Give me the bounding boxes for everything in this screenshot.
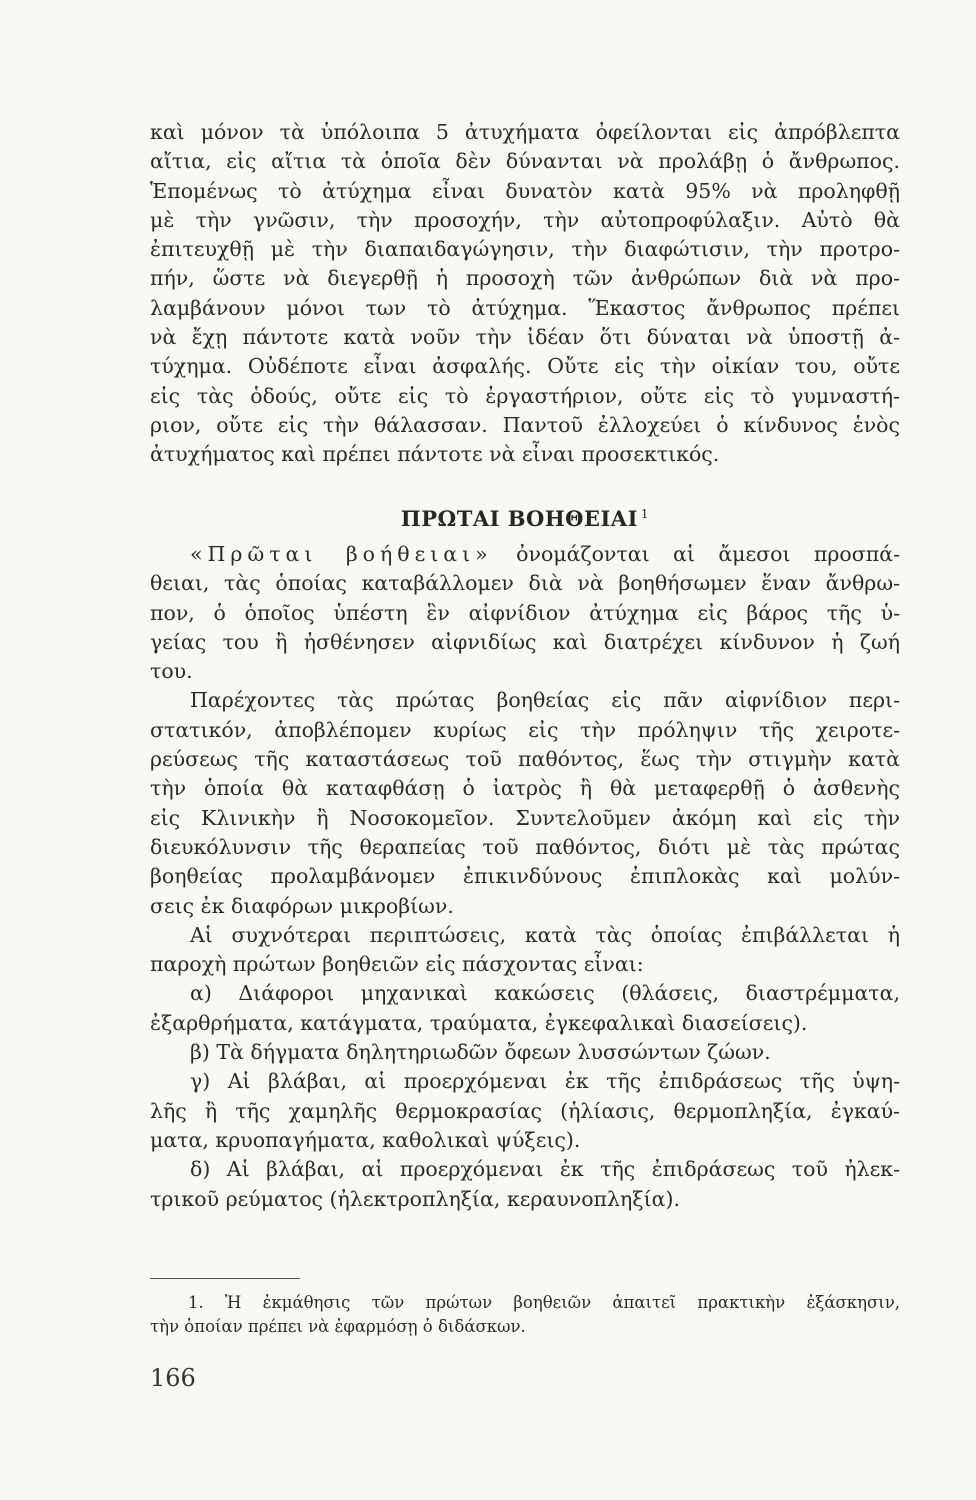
text-line: Αἱ συχνότεραι περιπτώσεις, κατὰ τὰς ὁποίας ἐπιβάλλεται ἡ [190,922,900,947]
text-line: στατικόν, ἀποβλέπομεν κυρίως εἰς τὴν πρόληψιν τῆς χειροτε- [150,717,900,742]
text-line: διευκόλυνσιν τῆς θεραπείας τοῦ παθόντος, διότι μὲ τὰς πρώτας [150,834,900,859]
text-line: ριον, οὔτε εἰς τὴν θάλασσαν. Παντοῦ ἐλλοχεύει ὁ κίνδυνος ἑνὸς [150,412,900,437]
list-item-d-cont: τρικοῦ ρεύματος (ἠλεκτροπληξία, κεραυνοπληξία). [150,1186,680,1211]
text-line: λαμβάνουν μόνοι των τὸ ἀτύχημα. Ἕκαστος ἄνθρωπος πρέπει [150,295,900,320]
text-line: γείας του ἢ ἠσθένησεν αἰφνιδίως καὶ διατρέχει κίνδυνον ἡ ζωή [150,629,900,654]
text-line: ἀτυχήματος καὶ πρέπει πάντοτε νὰ εἶναι προσεκτικός. [150,442,720,467]
list-item-d: δ) Αἱ βλάβαι, αἱ προερχόμεναι ἐκ τῆς ἐπιδράσεως τοῦ ἠλεκ- [190,1157,900,1182]
list-item-a-cont: ἐξαρθρήματα, κατάγματα, τραύματα, ἐγκεφαλικαὶ διασείσεις). [150,1010,808,1035]
text-line: βοηθείας προλαμβάνομεν ἐπικινδύνους ἐπιπλοκὰς καὶ μολύν- [150,864,900,889]
footnote-marker: 1 [640,507,650,521]
paragraph-continuation [150,118,900,470]
section-title-text: ΠΡΩΤΑΙ ΒΟΗΘΕΙΑΙ [400,506,638,531]
text-line [150,540,900,569]
page-number: 166 [150,1364,196,1392]
text-line: καὶ μόνον τὰ ὑπόλοιπα 5 ἀτυχήματα ὀφείλονται εἰς ἀπρόβλεπτα [150,120,900,144]
list-item-a: α) Διάφοροι μηχανικαὶ κακώσεις (θλάσεις, διαστρέμματα, [190,981,900,1006]
text-line: σεις ἐκ διαφόρων μικροβίων. [150,893,454,918]
footnote-line: τὴν ὁποίαν πρέπει νὰ ἐφαρμόσῃ ὁ διδάσκων. [150,1317,526,1336]
text-line: του. [150,659,193,684]
list-item-c: γ) Αἱ βλάβαι, αἱ προερχόμεναι ἐκ τῆς ἐπιδράσεως τῆς ὑψη- [190,1069,900,1094]
text-fragment: ὀνομάζονται αἱ ἄμεσοι προσπά- [492,542,900,566]
text-line: εἰς Κλινικὴν ἢ Νοσοκομεῖον. Συντελοῦμεν ἀκόμη καὶ εἰς τὴν [150,805,900,830]
text-line: τύχημα. Οὐδέποτε εἶναι ἀσφαλής. Οὔτε εἰς τὴν οἰκίαν του, οὔτε [150,354,900,379]
list-item-c-cont: λῆς ἢ τῆς χαμηλῆς θερμοκρασίας (ἡλίασις, θερμοπληξία, ἐγκαύ- [150,1098,900,1123]
text-line: παροχὴ πρώτων βοηθειῶν εἰς πάσχοντας εἶναι: [150,952,644,977]
text-line: τὴν ὁποία θὰ καταφθάσῃ ὁ ἰατρὸς ἢ θὰ μεταφερθῇ ὁ ἀσθενὴς [150,776,900,801]
text-line: θειαι, τὰς ὁποίας καταβάλλομεν διὰ νὰ βοηθήσωμεν ἕναν ἄνθρω- [150,571,900,596]
text-line: αἴτια, εἰς αἴτια τὰ ὁποῖα δὲν δύνανται νὰ προλάβῃ ὁ ἄνθρωπος. [150,149,900,174]
text-line: πήν, ὥστε νὰ διεγερθῇ ἡ προσοχὴ τῶν ἀνθρώπων διὰ νὰ προ- [150,266,900,291]
text-line: πον, ὁ ὁποῖος ὑπέστη ἓν αἰφνίδιον ἀτύχημα εἰς βάρος τῆς ὑ- [150,600,900,625]
list-item-c-cont: ματα, κρυοπαγήματα, καθολικαὶ ψύξεις). [150,1127,581,1152]
section-body [150,540,900,1214]
text-line: μὲ τὴν γνῶσιν, τὴν προσοχήν, τὴν αὐτοπροφύλαξιν. Αὐτὸ θὰ [150,207,900,232]
text-line: ρεύσεως τῆς καταστάσεως τοῦ παθόντος, ἕως τὴν στιγμὴν κατὰ [150,747,900,772]
section-heading [150,506,900,531]
footnote-divider [150,1278,300,1279]
list-item-b: β) Τὰ δήγματα δηλητηριωδῶν ὄφεων λυσσώντων ζώων. [190,1040,771,1065]
emphasized-term: «Πρῶται βοήθειαι» [190,542,493,566]
footnote [150,1291,900,1339]
text-line: νὰ ἔχῃ πάντοτε κατὰ νοῦν τὴν ἰδέαν ὅτι δύναται νὰ ὑποστῇ ἀ- [150,325,900,350]
text-line: ἐπιτευχθῇ μὲ τὴν διαπαιδαγώγησιν, τὴν διαφώτισιν, τὴν προτρο- [150,237,900,262]
text-line: Ἑπομένως τὸ ἀτύχημα εἶναι δυνατὸν κατὰ 95% νὰ προληφθῇ [150,178,900,203]
text-line: εἰς τὰς ὁδούς, οὔτε εἰς τὸ ἐργαστήριον, οὔτε εἰς τὸ γυμναστή- [150,383,900,408]
text-line: Παρέχοντες τὰς πρώτας βοηθείας εἰς πᾶν αἰφνίδιον περι- [190,688,900,713]
footnote-line: 1. Ἡ ἐκμάθησις τῶν πρώτων βοηθειῶν ἀπαιτεῖ πρακτικὴν ἐξάσκησιν, [188,1293,900,1312]
